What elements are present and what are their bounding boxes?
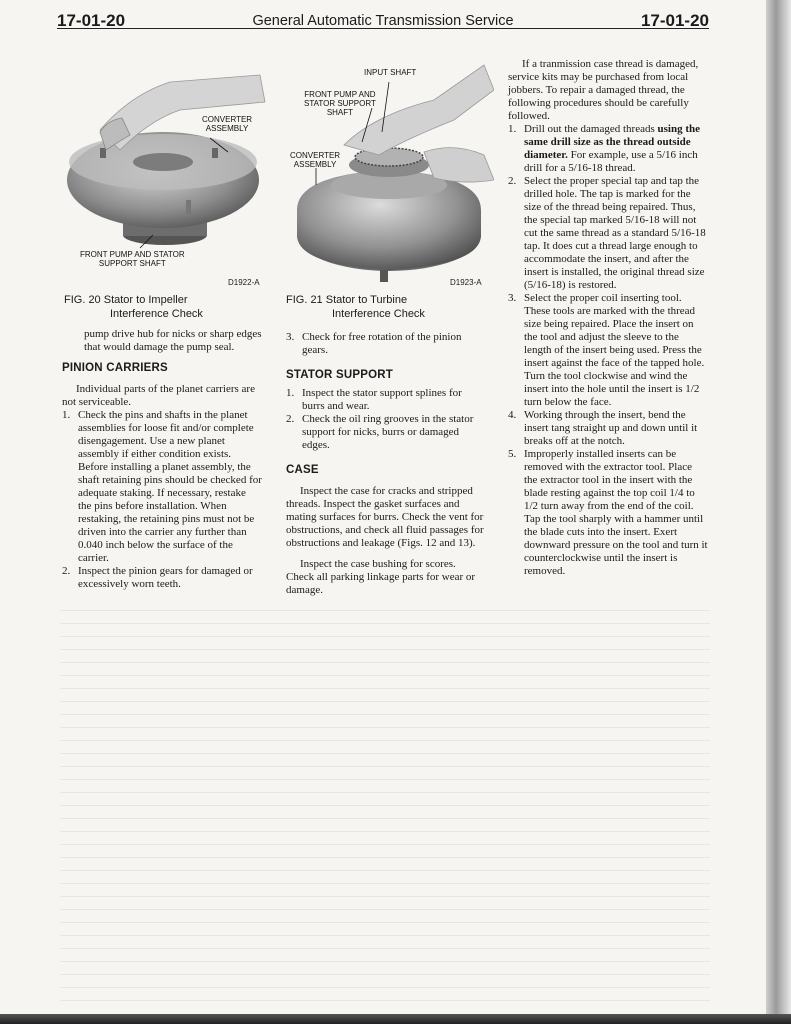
pinion-intro: Individual parts of the planet carriers are not serviceable. bbox=[62, 383, 255, 408]
figure-21-code: D1923-A bbox=[450, 278, 482, 287]
figure-21-caption-line2: Interference Check bbox=[332, 308, 425, 320]
figure-21 bbox=[284, 60, 494, 290]
column-1 bbox=[62, 328, 262, 591]
case-heading: CASE bbox=[286, 464, 319, 476]
stator-support-heading: STATOR SUPPORT bbox=[286, 369, 393, 381]
thread-repair-intro: If a tranmission case thread is damaged, service kits may be purchased from local jobbers. To repair a damaged thread, the following procedures should be carefully followed. bbox=[508, 58, 699, 122]
pinion-carriers-heading: PINION CARRIERS bbox=[62, 362, 168, 374]
callout-converter-assembly: CONVERTER ASSEMBLY bbox=[202, 115, 253, 133]
figure-21-caption-line1: FIG. 21 Stator to Turbine bbox=[286, 294, 408, 306]
column-3 bbox=[508, 58, 708, 578]
figure-21-caption bbox=[286, 293, 496, 321]
callout-front-pump: FRONT PUMP AND STATOR SUPPORT SHAFT bbox=[80, 250, 185, 268]
list-item: 1. Inspect the stator support splines for burrs and wear. bbox=[286, 387, 462, 412]
page-header bbox=[57, 11, 709, 37]
figure-20 bbox=[60, 60, 272, 290]
figure-20-caption-line2: Interference Check bbox=[110, 308, 203, 320]
list-item: 2. Check the oil ring grooves in the stator support for nicks, burrs or damaged edges. bbox=[286, 413, 474, 451]
list-item: 5. Improperly installed inserts can be removed with the extractor tool. Place the extractor tool in the insert with the blade resting against the top coil 1/4 to 1/2 turn away from the end of the coil. Tap the tool sharply with a hammer until the blade cuts into the insert. Exert downward pressure on the tool and turn it counterclockwise until the insert is removed. bbox=[508, 448, 708, 577]
case-paragraph-2: Inspect the case bushing for scores. Check all parking linkage parts for wear or damage. bbox=[286, 558, 476, 596]
figure-20-code: D1922-A bbox=[228, 278, 260, 287]
figure-20-caption bbox=[64, 293, 274, 321]
figure-20-caption-line1: FIG. 20 Stator to Impeller bbox=[64, 294, 188, 306]
bleed-through-text bbox=[60, 610, 710, 1010]
list-item: 2. Inspect the pinion gears for damaged or excessively worn teeth. bbox=[62, 565, 253, 590]
col1-intro: pump drive hub for nicks or sharp edges that would damage the pump seal. bbox=[84, 328, 262, 353]
stator-list bbox=[286, 387, 486, 452]
callout-converter-assembly: CONVERTER ASSEMBLY bbox=[290, 151, 341, 169]
pinion-list bbox=[62, 409, 262, 591]
page-number-right: 17-01-20 bbox=[640, 11, 709, 30]
callout-front-pump-stator: FRONT PUMP AND STATOR SUPPORT SHAFT bbox=[304, 90, 376, 117]
page-number-left: 17-01-20 bbox=[57, 11, 126, 30]
case-paragraph-1: Inspect the case for cracks and stripped threads. Inspect the gasket surfaces and mating surfaces for burrs. Check the vent for obstructions, and check all fluid passages for obstructions and leakage (Figs. 12 and 13). bbox=[286, 485, 484, 549]
column-2 bbox=[286, 331, 486, 597]
list-item: 1. Check the pins and shafts in the planet assemblies for loose fit and/or complete disengagement. Use a new planet assembly if either condition exists. Before installing a planet assembly, the shaft retaining pins should be checked for adequate staking. If necessary, restake the pins before installation. When restaking, the retaining pins must not be driven into the carrier any further than 0.040 inch below the surface of the carrier. bbox=[62, 409, 262, 564]
list-item: 1. Drill out the damaged threads using the same drill size as the thread outside diameter. For example, use a 5/16 inch drill for a 5/16-18 thread. bbox=[508, 123, 700, 174]
list-item: 3. Select the proper coil inserting tool. These tools are marked with the thread size being repaired. Place the insert on the tool and adjust the sleeve to the length of the insert being used. Press the insert against the face of the tapped hole. Turn the tool clockwise and wind the insert into the hole until the insert is 1/2 turn below the face. bbox=[508, 292, 705, 408]
pinion-list-continued bbox=[286, 331, 486, 357]
scan-bottom-edge bbox=[0, 1014, 791, 1024]
list-item: 3. Check for free rotation of the pinion gears. bbox=[286, 331, 462, 356]
page-edge-shadow bbox=[766, 0, 791, 1024]
list-item: 2. Select the proper special tap and tap the drilled hole. The tap is marked for the size of the thread being repaired. Thus, the special tap marked 5/16-18 will not cut the same thread as a standard 5/16-18 tap. It does cut a thread large enough to accommodate the insert, and after the insert is installed, the original thread size (5/16-18) is restored. bbox=[508, 175, 706, 291]
thread-repair-list bbox=[508, 123, 708, 578]
header-rule bbox=[57, 28, 709, 29]
header-title: General Automatic Transmission Service bbox=[252, 13, 514, 29]
list-item: 4. Working through the insert, bend the insert tang straight up and down until it breaks off at the notch. bbox=[508, 409, 698, 447]
callout-input-shaft: INPUT SHAFT bbox=[364, 68, 417, 77]
